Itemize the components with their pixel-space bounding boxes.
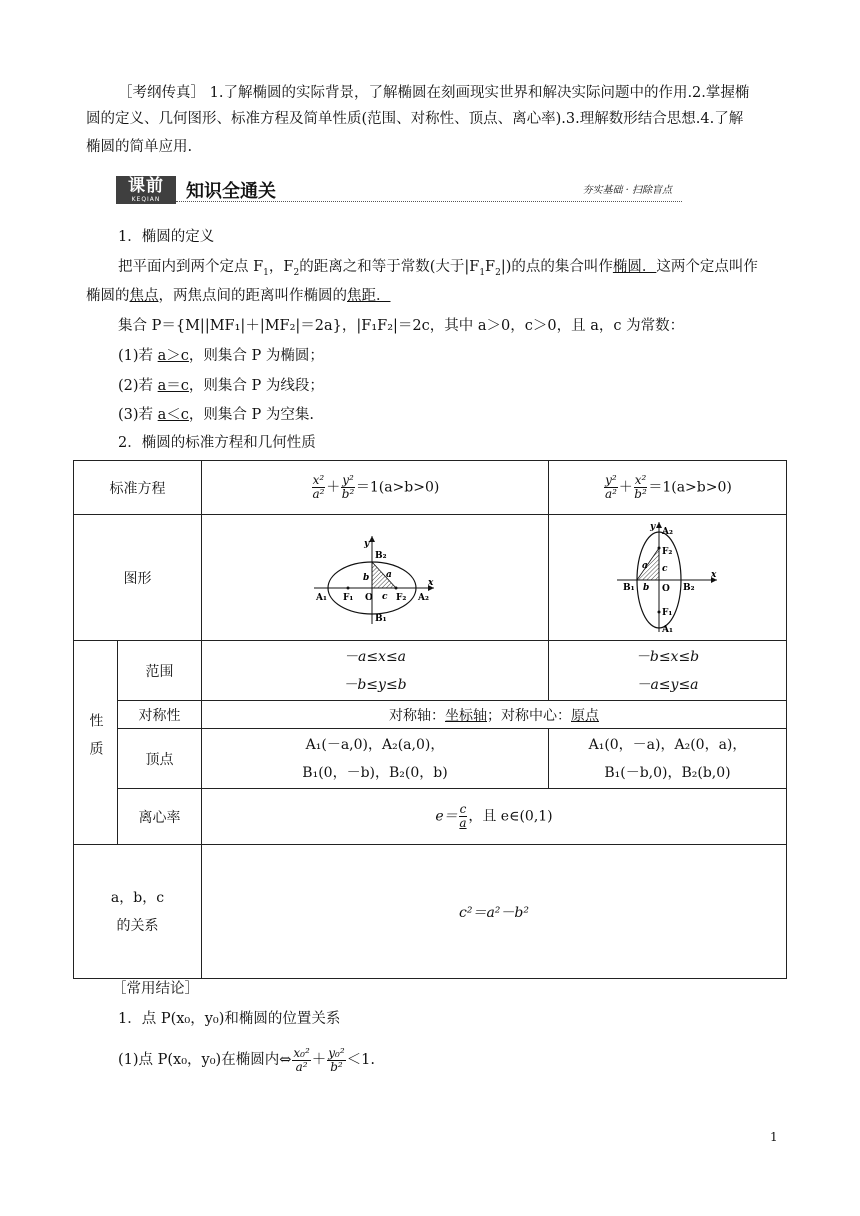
- row-label-abc-relation: a，b，c 的关系: [74, 845, 202, 979]
- table-row: [74, 461, 787, 515]
- conclusion-tag: ［常用结论］: [112, 981, 199, 997]
- sec1-case-1: (1)若 a＞c，则集合 P 为椭圆；: [118, 348, 324, 364]
- figure-vertical-cell: [549, 515, 787, 641]
- intro-line-2: 圆的定义、几何图形、标准方程及简单性质(范围、对称性、顶点、离心率).3.理解数形结合思想.4.了解: [86, 111, 744, 127]
- eccentricity-value: e＝ $\frac{c}{a}$ ，且 e∈(0,1): [202, 789, 787, 845]
- intro-line-3: 椭圆的简单应用.: [86, 139, 193, 155]
- vertices-vertical: A₁(0，－a)，A₂(0，a)， B₁(－b,0)，B₂(b,0): [549, 729, 787, 789]
- ellipse-properties-table: [73, 460, 787, 979]
- sec1-case-3: (3)若 a＜c，则集合 P 为空集.: [118, 407, 315, 423]
- table-row: [74, 515, 787, 641]
- svg-text:b: b: [642, 582, 649, 593]
- row-label-properties: 性质: [74, 641, 118, 845]
- svg-text:a: a: [641, 560, 648, 571]
- svg-text:B₂: B₂: [375, 550, 387, 561]
- svg-text:c: c: [382, 591, 388, 602]
- svg-text:a: a: [386, 569, 392, 580]
- row-label-vertices: 顶点: [118, 729, 202, 789]
- svg-text:y: y: [649, 521, 655, 532]
- row-label-symmetry: 对称性: [118, 701, 202, 729]
- table-row: [74, 641, 787, 701]
- svg-text:O: O: [365, 592, 373, 603]
- conclusion-line-2: (1)点 P(x₀，y₀)在椭圆内⇔ $\frac{\text{x₀²}}{\text{a²}}$ ＋ $\frac{\text{y₀²}}{\text{b²}}$ ＜1.: [118, 1045, 376, 1074]
- banner-badge: [116, 176, 176, 204]
- sec2-heading: 2．椭圆的标准方程和几何性质: [118, 435, 316, 451]
- svg-text:A₂: A₂: [661, 526, 673, 537]
- svg-text:A₁: A₁: [316, 592, 327, 603]
- figure-horizontal-cell: [202, 515, 549, 641]
- vertices-horizontal: A₁(－a,0)，A₂(a,0)， B₁(0，－b)，B₂(0，b): [202, 729, 549, 789]
- table-row: [74, 729, 787, 789]
- svg-text:B₁: B₁: [622, 582, 635, 593]
- banner-title: 知识全通关: [186, 181, 276, 202]
- row-label-range: 范围: [118, 641, 202, 701]
- section-banner: [116, 176, 682, 204]
- svg-text:B₂: B₂: [682, 582, 695, 593]
- symmetry-value: 对称轴：坐标轴；对称中心：原点: [202, 701, 787, 729]
- banner-rule: [176, 201, 682, 202]
- svg-text:F₁: F₁: [343, 592, 354, 603]
- svg-text:F₂: F₂: [396, 592, 407, 603]
- sec1-def-line-1: 把平面内到两个定点 $F_1$，$F_2$的距离之和等于常数(大于$|F_1F_2|$)的点的集合叫作椭圆．这两个定点叫作: [118, 259, 758, 278]
- sec1-def-line-2: 椭圆的焦点，两焦点间的距离叫作椭圆的焦距．: [86, 288, 391, 304]
- table-row: [74, 789, 787, 845]
- row-label-figure: 图形: [74, 515, 202, 641]
- term-focus: 焦点: [129, 288, 159, 304]
- banner-subtitle: 夯实基础 · 扫除盲点: [582, 185, 672, 196]
- term-ellipse: 椭圆．: [612, 259, 657, 275]
- equation-horizontal: $\frac{\text{x²}}{\text{a²}}$ ＋ $\frac{\text{y²}}{\text{b²}}$ ＝1(a>b>0): [202, 461, 549, 515]
- svg-text:F₁: F₁: [661, 607, 672, 618]
- vertical-ellipse-diagram: [613, 520, 723, 636]
- svg-text:B₁: B₁: [375, 613, 387, 624]
- svg-text:O: O: [661, 583, 670, 594]
- horizontal-ellipse-diagram: [310, 528, 440, 628]
- svg-text:x: x: [710, 569, 716, 580]
- equation-vertical: $\frac{\text{y²}}{\text{a²}}$ ＋ $\frac{\text{x²}}{\text{b²}}$ ＝1(a>b>0): [549, 461, 787, 515]
- page-number: 1: [770, 1130, 778, 1144]
- intro-line-1: ［考纲传真］ 1.了解椭圆的实际背景，了解椭圆在刻画现实世界和解决实际问题中的作用.2.掌握椭: [118, 85, 750, 101]
- svg-text:y: y: [364, 538, 370, 549]
- svg-text:x: x: [428, 577, 434, 588]
- table-row: [74, 845, 787, 979]
- svg-text:c: c: [661, 563, 667, 574]
- svg-text:A₁: A₁: [661, 624, 673, 635]
- sec1-set-line: 集合 P＝{M||MF₁|＋|MF₂|＝2a}，|F₁F₂|＝2c，其中 a＞0，c＞0，且 a，c 为常数：: [118, 318, 685, 334]
- banner-badge-pinyin: KEQIAN: [131, 196, 161, 203]
- row-label-eccentricity: 离心率: [118, 789, 202, 845]
- range-horizontal: －a≤x≤a －b≤y≤b: [202, 641, 549, 701]
- abc-relation-value: c²＝a²－b²: [202, 845, 787, 979]
- sec1-heading: 1．椭圆的定义: [118, 229, 215, 245]
- row-label-standard-equation: 标准方程: [74, 461, 202, 515]
- svg-text:b: b: [363, 572, 370, 583]
- table-row: [74, 701, 787, 729]
- term-focal-distance: 焦距．: [347, 288, 391, 304]
- svg-text:F₂: F₂: [661, 546, 672, 557]
- conclusion-line-1: 1．点 P(x₀，y₀)和椭圆的位置关系: [118, 1011, 341, 1027]
- sec1-case-2: (2)若 a＝c，则集合 P 为线段；: [118, 378, 324, 394]
- banner-badge-text: 课前: [128, 176, 164, 196]
- svg-text:A₂: A₂: [418, 592, 429, 603]
- range-vertical: －b≤x≤b －a≤y≤a: [549, 641, 787, 701]
